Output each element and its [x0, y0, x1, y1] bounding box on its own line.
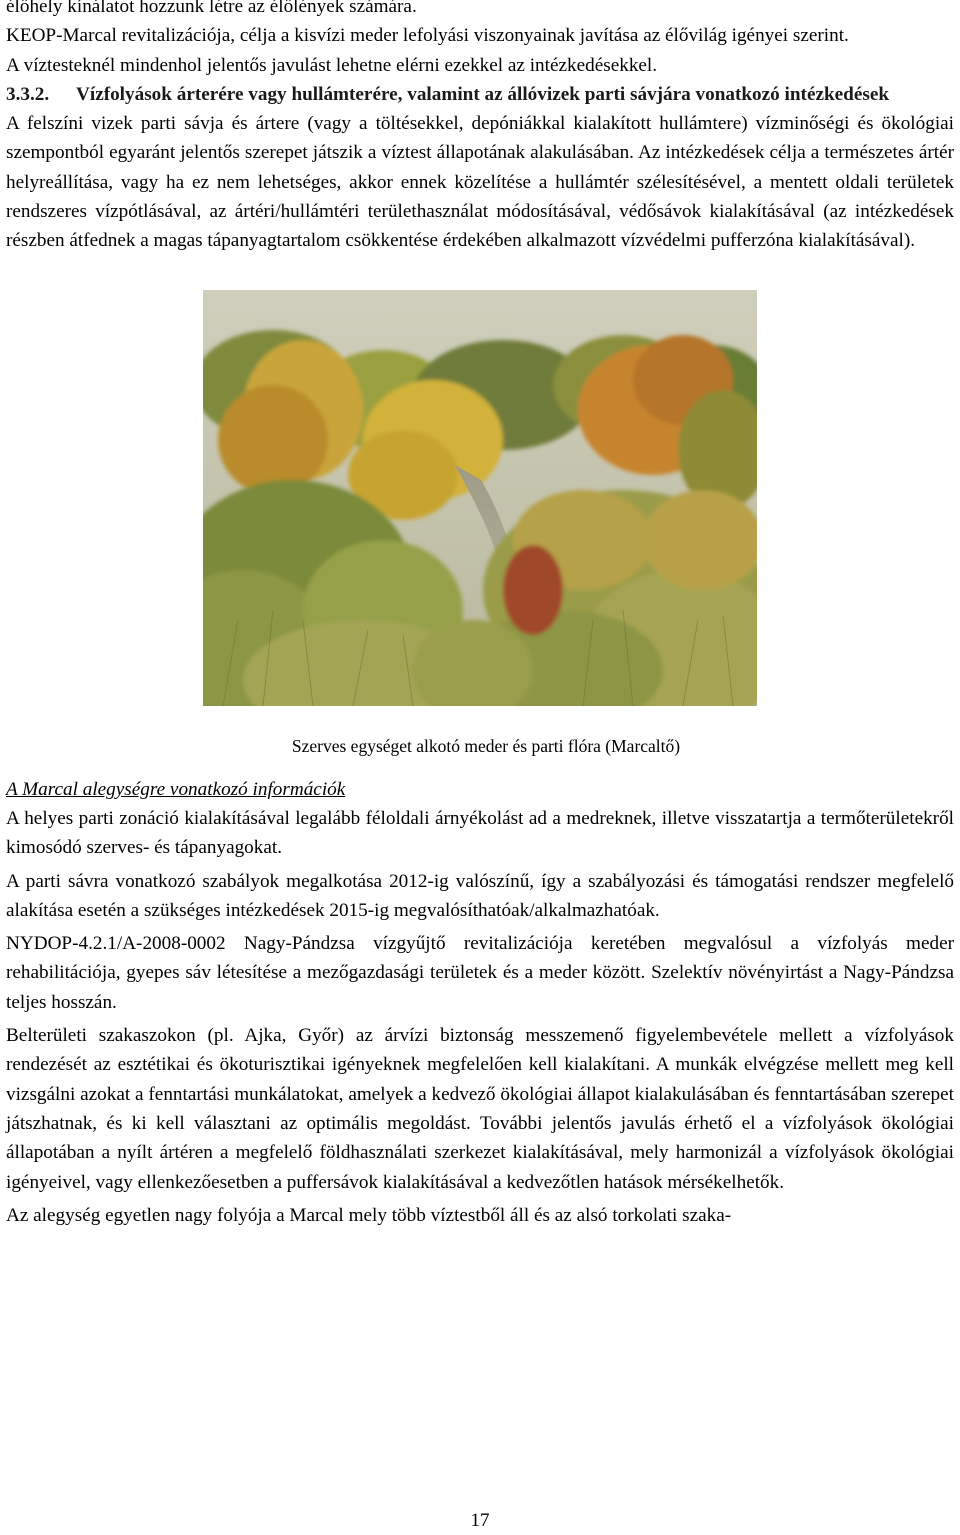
paragraph: A parti sávra vonatkozó szabályok megalkotása 2012-ig valószínű, így a szabályozási és támogatási rendszer megfelelő alakítása esetén a szükséges intézkedések 2015-ig megvalósíthatóak/alkalmazhatóak.	[6, 870, 954, 921]
subsection-heading: A Marcal alegységre vonatkozó információk	[6, 778, 346, 800]
river-photo	[203, 290, 757, 706]
section-paragraph: A felszíni vizek parti sávja és ártere (vagy a töltésekkel, depóniákkal kialakított hullámtere) vízminőségi és ökológiai szempontból egyaránt jelentős szerepet játszik a víztest állapotának alakulásában. Az intézkedések célja a természetes ártér helyreállítása, vagy ha ez nem lehetséges, akkor ennek közelítése a hullámtér szélesítésével, a mentett oldali területek rendszeres vízpótlásával, az ártéri/hullámtéri területhasználat módosításával, védősávok kialakításával (az intézkedések részben átfednek a magas tápanyagtartalom csökkentése érdekében alkalmazott vízvédelmi pufferzóna kialakításával).	[6, 113, 954, 252]
paragraph: Az alegység egyetlen nagy folyója a Marcal mely több víztestből áll és az alsó torkolati szaka-	[6, 1204, 732, 1226]
section-number: 3.3.2.	[6, 83, 50, 105]
paragraph: A helyes parti zonáció kialakításával legalább féloldali árnyékolást ad a medreknek, illetve visszatartja a termőterületekről kimosódó szerves- és tápanyagokat.	[6, 807, 954, 859]
document-page	[6, 0, 954, 1230]
page-number: 17	[470, 1510, 490, 1531]
intro-block	[6, 0, 954, 80]
intro-line: élőhely kínálatot hozzunk létre az élőlények számára.	[6, 0, 417, 17]
paragraph: Belterületi szakaszokon (pl. Ajka, Győr) az árvízi biztonság messzemenő figyelembevétele mellett a vízfolyások rendezését az esztétikai és ökoturisztikai igényeknek megfelelően kell kialakítani. A munkák elvégzése mellett meg kell vizsgálni azokat a fenntartási munkálatokat, amelyek a kedvező ökológiai állapot kialakulásában és fenntartásában szerepet játszhatnak, és ki kell választani az optimális megoldást. További jelentős javulás érhető el a vízfolyások ökológiai állapotában a nyílt ártéren a megfelelő földhasználati szerkezet kialakításával, mely harmonizál a vízfolyások ökológiai igényeivel, vagy ellenkezőesetben a puffersávok kialakításával a kedvezőtlen hatások mérsékelhetők.	[6, 1025, 954, 1193]
section-heading	[6, 80, 954, 109]
section-title: Vízfolyások árterére vagy hullámterére, valamint az állóvizek parti sávjára vonatkozó intézkedések	[76, 83, 890, 105]
river-landscape-image	[203, 290, 757, 706]
intro-line: A víztesteknél mindenhol jelentős javulást lehetne elérni ezekkel az intézkedésekkel.	[6, 54, 658, 76]
intro-line: KEOP-Marcal revitalizációja, célja a kisvízi meder lefolyási viszonyainak javítása az élővilág igényei szerint.	[6, 25, 849, 47]
paragraph: NYDOP-4.2.1/A-2008-0002 Nagy-Pándzsa vízgyűjtő revitalizációja keretében megvalósul a vízfolyás meder rehabilitációja, gyepes sáv létesítése a mezőgazdasági területek és a meder között. Szelektív növényirtást a Nagy-Pándzsa teljes hosszán.	[6, 933, 954, 1013]
figure-caption: Szerves egységet alkotó meder és parti flóra (Marcaltő)	[291, 735, 681, 756]
